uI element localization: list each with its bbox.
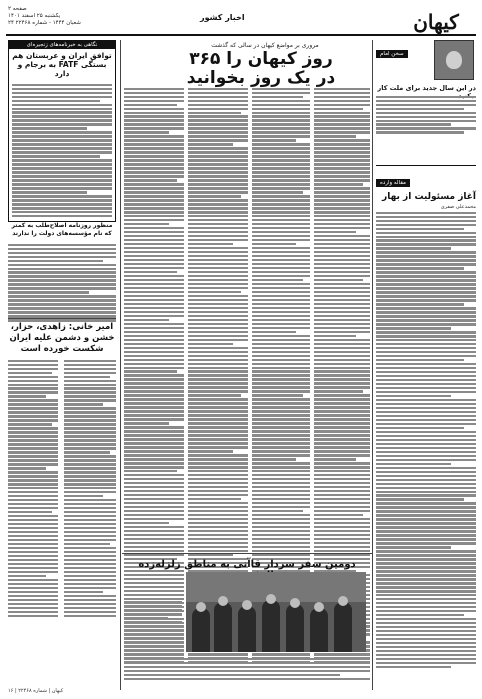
left-mid-body <box>8 242 116 323</box>
header-rule <box>6 34 476 36</box>
banner-line-1: ۳۶۵ روز کیهان را <box>189 49 333 69</box>
right-sidebar <box>376 40 476 695</box>
issue-number: ۲۴ شعبان ۱۴۴۴ - شماره ۲۲۴۶۸ <box>8 20 81 26</box>
article-section <box>376 162 476 670</box>
section-title: اخبار کشور <box>200 13 245 22</box>
masthead-logo <box>396 8 476 36</box>
left-box-body <box>9 80 115 221</box>
banner-line-2: در یک روز بخوانید <box>186 68 336 88</box>
news-photo <box>186 572 366 652</box>
article-title: آغاز مسئولیت از بهار <box>382 192 476 202</box>
banner-headline <box>150 50 372 88</box>
issue-info <box>8 6 81 27</box>
article-label: مقاله وارده <box>376 179 410 187</box>
left-lower-col-a <box>8 358 58 619</box>
article-body <box>376 212 476 669</box>
photo-section-rule <box>122 553 372 554</box>
photo-headline: دومین سفر سردار قاآنی به مناطق زلزله‌زده <box>138 559 356 570</box>
photo-body-text <box>124 656 370 682</box>
page-footer: ۱۶ | کیهان | شماره ۲۲۴۶۸ <box>8 688 64 694</box>
left-mid-title: منظور روزنامه اصلاح‌طلب به کمتر که نام مؤسسه‌های دولت را ندارند <box>11 222 113 237</box>
left-big-title: امیر خانی: زاهدی، حزار، خشن و دشمن علیه ایران شکست خورده است <box>9 322 115 354</box>
photo-caption-text <box>124 572 182 653</box>
left-box-tag: نگاهی به خبرنامه‌های زنجیره‌ای <box>9 41 115 49</box>
issue-date: یکشنبه ۲۵ اسفند ۱۴۰۱ <box>8 13 61 19</box>
left-box-title: توافق ایران و عربستان هم به برجام و FATF بستگی دارد <box>12 51 112 78</box>
banner-kicker: مروری بر مواضع کیهان در سالی که گذشت <box>211 42 319 49</box>
logo-text: کیهان <box>413 10 459 34</box>
page-number: صفحه ۲ <box>8 6 27 12</box>
article-author: محمدعلی صفری <box>440 204 476 210</box>
sidebar-label: سخن امام <box>376 50 408 58</box>
left-column-divider <box>120 40 121 690</box>
left-feature-box <box>8 40 116 222</box>
sidebar-divider <box>372 40 373 690</box>
quote-title: در این سال جدید برای ملت کار <box>377 84 476 92</box>
portrait-photo <box>434 40 474 80</box>
quote-body <box>376 94 476 135</box>
left-divider <box>8 318 116 319</box>
left-lower-col-b <box>64 358 116 619</box>
